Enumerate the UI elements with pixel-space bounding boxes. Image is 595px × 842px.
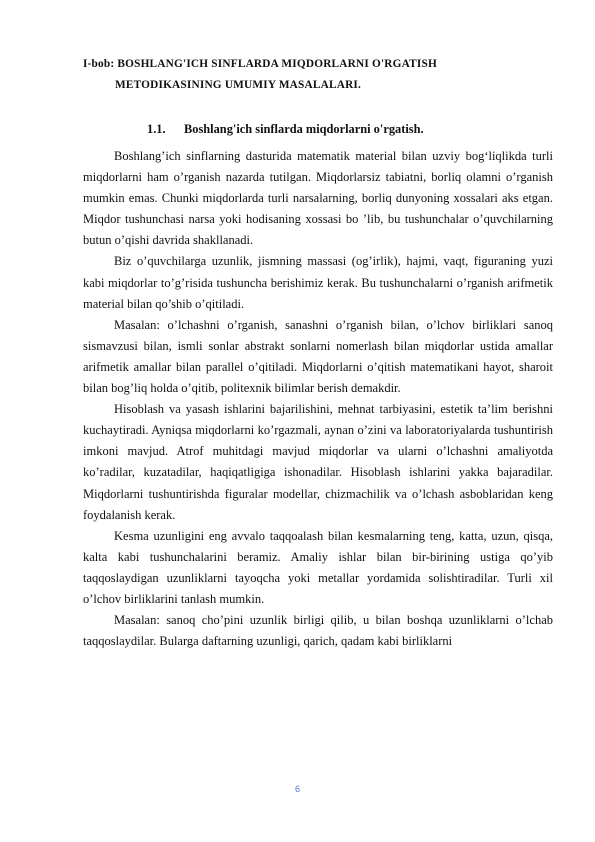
section-number: 1.1. bbox=[147, 122, 166, 136]
chapter-heading bbox=[83, 54, 553, 96]
section-title: Boshlang'ich sinflarda miqdorlarni o'rgatish. bbox=[184, 122, 424, 136]
paragraph: Kesma uzunligini eng avvalo taqqoalash bilan kesmalarning teng, katta, uzun, qisqa, kalta kabi tushunchalarini beramiz. Amaliy ishlar bilan bir-birining ustiga qo’yib taqqoslaydigan uzunliklarni tayoqcha yoki metallar yordamida solishtiradilar. Turli xil o’lchov birliklarini tanlash mumkin. bbox=[83, 528, 553, 606]
section-heading bbox=[147, 122, 424, 137]
paragraph: Biz o’quvchilarga uzunlik, jismning massasi (og’irlik), hajmi, vaqt, figuraning yuzi kabi miqdorlar to’g’risida tushuncha berishimiz kerak. Bu tushunchalarni o’rganish arifmetik material bilan qo’shib o’qitiladi. bbox=[83, 254, 553, 311]
page-number: 6 bbox=[294, 784, 300, 794]
paragraph: Masalan: o’lchashni o’rganish, sanashni o’rganish bilan, o’lchov birliklari sanoq sismavzusi bilan, ismli sonlar abstrakt sonlarni nomerlash bilan miqdorlar ustida amallar arifmetik amallar bilan parallel o’qitiladi. Miqdorlarni o’qitish matematikani hayot, sharoit bilan bog’liq holda o’qitib, politexnik bilimlar berish demakdir. bbox=[83, 317, 553, 396]
chapter-heading-line-2: METODIKASINING UMUMIY MASALALARI. bbox=[115, 79, 362, 91]
paragraph: Masalan: sanoq cho’pini uzunlik birligi qilib, u bilan boshqa uzunliklarni o’lchab taqqoslaydilar. Bularga daftarning uzunligi, qarich, qadam kabi birliklarni bbox=[83, 613, 553, 649]
chapter-heading-line-1: I-bob: BOSHLANG'ICH SINFLARDA MIQDORLARNI O'RGATISH bbox=[83, 58, 437, 70]
paragraph: Hisoblash va yasash ishlarini bajarilishini, mehnat tarbiyasini, estetik ta’lim berishni kuchaytiradi. Ayniqsa miqdorlarni ko’rgazmali, aynan o’zini va laboratoriyalarda tushuntirish imkoni mavjud. Atrof muhitdagi mavjud miqdorlar va ularni o’lchashni amaliyotda ko’radilar, kuzatadilar, haqiqatligiga ishonadilar. Hisoblash ishlarini yakka bajaradilar. Miqdorlarni tushuntirishda figuralar modellar, chizmachilik va o’lchash asboblaridan keng foydalanish kerak. bbox=[83, 402, 553, 522]
body-text bbox=[83, 146, 553, 652]
paragraph: Boshlang’ich sinflarning dasturida matematik material bilan uzviy bog‘liqlikda turli miqdorlarni ham o’rganish nazarda tutilgan. Miqdorlarsiz tabiatni, borliq olamni o’rganish mumkin emas. Chunki miqdorlarda turli narsalarning, borliq dunyoning xossalari aks etgan. Miqdor tushunchasi narsa yoki hodisaning xossasi bo ’lib, bu tushunchalar o’quvchilarning butun o’qishi davrida shakllanadi. bbox=[83, 149, 553, 248]
